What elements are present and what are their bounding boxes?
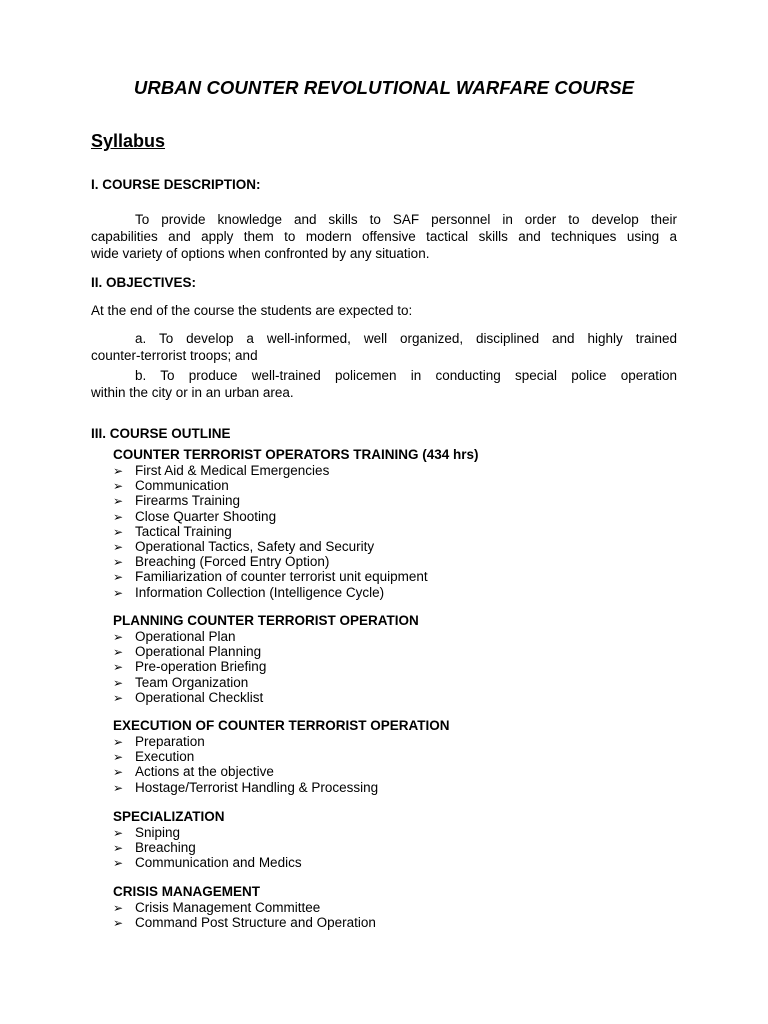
list-item: ➢ Firearms Training bbox=[113, 493, 241, 509]
list-item: ➢ Familiarization of counter terrorist unit equipment bbox=[113, 569, 428, 585]
list-item: ➢ Close Quarter Shooting bbox=[113, 508, 277, 524]
arrow-bullet-icon: ➢ bbox=[113, 675, 124, 690]
arrow-bullet-icon: ➢ bbox=[113, 901, 124, 915]
list-item: ➢ First Aid & Medical Emergencies bbox=[113, 463, 330, 478]
list-item: ➢ Operational Tactics, Safety and Security bbox=[113, 538, 375, 554]
objective-a-line-2: counter-terrorist troops; and bbox=[91, 348, 258, 363]
arrow-bullet-icon: ➢ bbox=[113, 509, 124, 524]
arrow-bullet-icon: ➢ bbox=[113, 524, 124, 539]
list-item: ➢ Crisis Management Committee bbox=[113, 900, 321, 915]
arrow-bullet-icon: ➢ bbox=[113, 780, 124, 795]
outline-section-specialization bbox=[113, 809, 302, 871]
course-description-text bbox=[91, 211, 677, 262]
arrow-bullet-icon: ➢ bbox=[113, 856, 124, 871]
list-item: ➢ Preparation bbox=[113, 734, 205, 749]
list-item: ➢ Sniping bbox=[113, 825, 181, 840]
list-item: ➢ Breaching bbox=[113, 840, 196, 856]
objectives-intro: At the end of the course the students are expected to: bbox=[91, 303, 413, 318]
arrow-bullet-icon: ➢ bbox=[113, 765, 124, 780]
arrow-bullet-icon: ➢ bbox=[113, 479, 124, 494]
arrow-bullet-icon: ➢ bbox=[113, 464, 124, 478]
arrow-bullet-icon: ➢ bbox=[113, 645, 124, 660]
course-description-line-3: wide variety of options when confronted by any situation. bbox=[91, 246, 430, 261]
section-title: EXECUTION OF COUNTER TERRORIST OPERATION bbox=[113, 718, 450, 733]
course-outline-heading: III. COURSE OUTLINE bbox=[91, 426, 231, 441]
section-list bbox=[113, 734, 450, 795]
outline-section-operators-training bbox=[113, 447, 479, 600]
list-item: ➢ Breaching (Forced Entry Option) bbox=[113, 554, 330, 570]
objective-b-line-2: within the city or in an urban area. bbox=[91, 385, 294, 400]
objective-b bbox=[91, 367, 677, 401]
section-list bbox=[113, 825, 302, 871]
section-list bbox=[113, 900, 376, 930]
list-item: ➢ Communication and Medics bbox=[113, 855, 302, 871]
objective-a bbox=[91, 330, 677, 364]
syllabus-heading: Syllabus bbox=[91, 131, 166, 151]
list-item: ➢ Team Organization bbox=[113, 674, 249, 690]
arrow-bullet-icon: ➢ bbox=[113, 826, 124, 840]
objectives-heading: II. OBJECTIVES: bbox=[91, 275, 197, 290]
arrow-bullet-icon: ➢ bbox=[113, 841, 124, 856]
course-description-line-2: capabilities and apply them to modern offensive tactical skills and techniques using a bbox=[91, 229, 677, 244]
list-item: ➢ Operational Plan bbox=[113, 629, 236, 644]
course-description-heading: I. COURSE DESCRIPTION: bbox=[91, 177, 261, 192]
section-title: SPECIALIZATION bbox=[113, 809, 225, 824]
list-item: ➢ Operational Planning bbox=[113, 644, 262, 660]
list-item: ➢ Actions at the objective bbox=[113, 764, 274, 780]
arrow-bullet-icon: ➢ bbox=[113, 660, 124, 675]
course-description-line-1: To provide knowledge and skills to SAF personnel in order to develop their bbox=[135, 212, 677, 227]
list-item: ➢ Communication bbox=[113, 478, 229, 494]
document-title: URBAN COUNTER REVOLUTIONAL WARFARE COURSE bbox=[133, 77, 635, 98]
list-item: ➢ Operational Checklist bbox=[113, 689, 264, 705]
list-item: ➢ Information Collection (Intelligence Cycle) bbox=[113, 584, 385, 600]
section-title: COUNTER TERRORIST OPERATORS TRAINING (434 hrs) bbox=[113, 447, 479, 462]
arrow-bullet-icon: ➢ bbox=[113, 555, 124, 570]
arrow-bullet-icon: ➢ bbox=[113, 585, 124, 600]
list-item: ➢ Hostage/Terrorist Handling & Processing bbox=[113, 779, 379, 795]
arrow-bullet-icon: ➢ bbox=[113, 494, 124, 509]
arrow-bullet-icon: ➢ bbox=[113, 690, 124, 705]
objective-a-line-1: a. To develop a well-informed, well organized, disciplined and highly trained bbox=[135, 331, 677, 346]
list-item: ➢ Pre-operation Briefing bbox=[113, 659, 267, 675]
list-item: ➢ Command Post Structure and Operation bbox=[113, 915, 376, 931]
outline-section-execution bbox=[113, 718, 450, 795]
arrow-bullet-icon: ➢ bbox=[113, 539, 124, 554]
section-title: CRISIS MANAGEMENT bbox=[113, 884, 261, 899]
list-item: ➢ Execution bbox=[113, 749, 195, 765]
outline-section-crisis-management bbox=[113, 884, 376, 930]
section-list bbox=[113, 629, 419, 705]
arrow-bullet-icon: ➢ bbox=[113, 630, 124, 644]
arrow-bullet-icon: ➢ bbox=[113, 916, 124, 931]
outline-section-planning bbox=[113, 613, 419, 705]
objective-b-line-1: b. To produce well-trained policemen in conducting special police operation bbox=[135, 368, 677, 383]
section-title: PLANNING COUNTER TERRORIST OPERATION bbox=[113, 613, 419, 628]
arrow-bullet-icon: ➢ bbox=[113, 735, 124, 749]
section-list bbox=[113, 463, 479, 600]
arrow-bullet-icon: ➢ bbox=[113, 750, 124, 765]
arrow-bullet-icon: ➢ bbox=[113, 570, 124, 585]
list-item: ➢ Tactical Training bbox=[113, 523, 232, 539]
